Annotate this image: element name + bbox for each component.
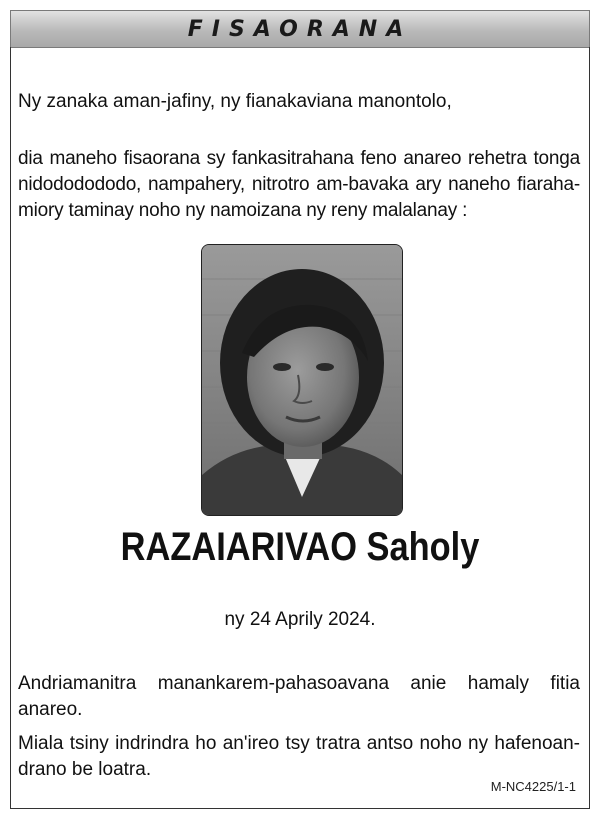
portrait-image	[202, 245, 403, 516]
deceased-name: RAZAIARIVAO Saholy	[120, 525, 480, 569]
body-text: dia maneho fisaorana sy fankasitrahana feno anareo rehetra tonga nidododododo, nampahery, nitrotro am-bavaka ary naneho fiaraha-miory taminay noho ny namoizana ny reny malalanay :	[18, 148, 580, 221]
portrait-photo	[201, 244, 403, 516]
apology-text: Miala tsiny indrindra ho an'ireo tsy tratra antso noho ny hafenoan-drano be loatra.	[18, 733, 580, 780]
death-date: ny 24 Aprily 2024.	[224, 609, 376, 630]
header-title: FISAORANA	[187, 16, 413, 42]
header-banner	[10, 10, 590, 48]
blessing-text: Andriamanitra manankarem-pahasoavana anie hamaly fitia anareo.	[18, 673, 580, 720]
greeting-text: Ny zanaka aman-jafiny, ny fianakaviana manontolo,	[18, 91, 452, 112]
reference-code: M-NC4225/1-1	[490, 779, 576, 794]
